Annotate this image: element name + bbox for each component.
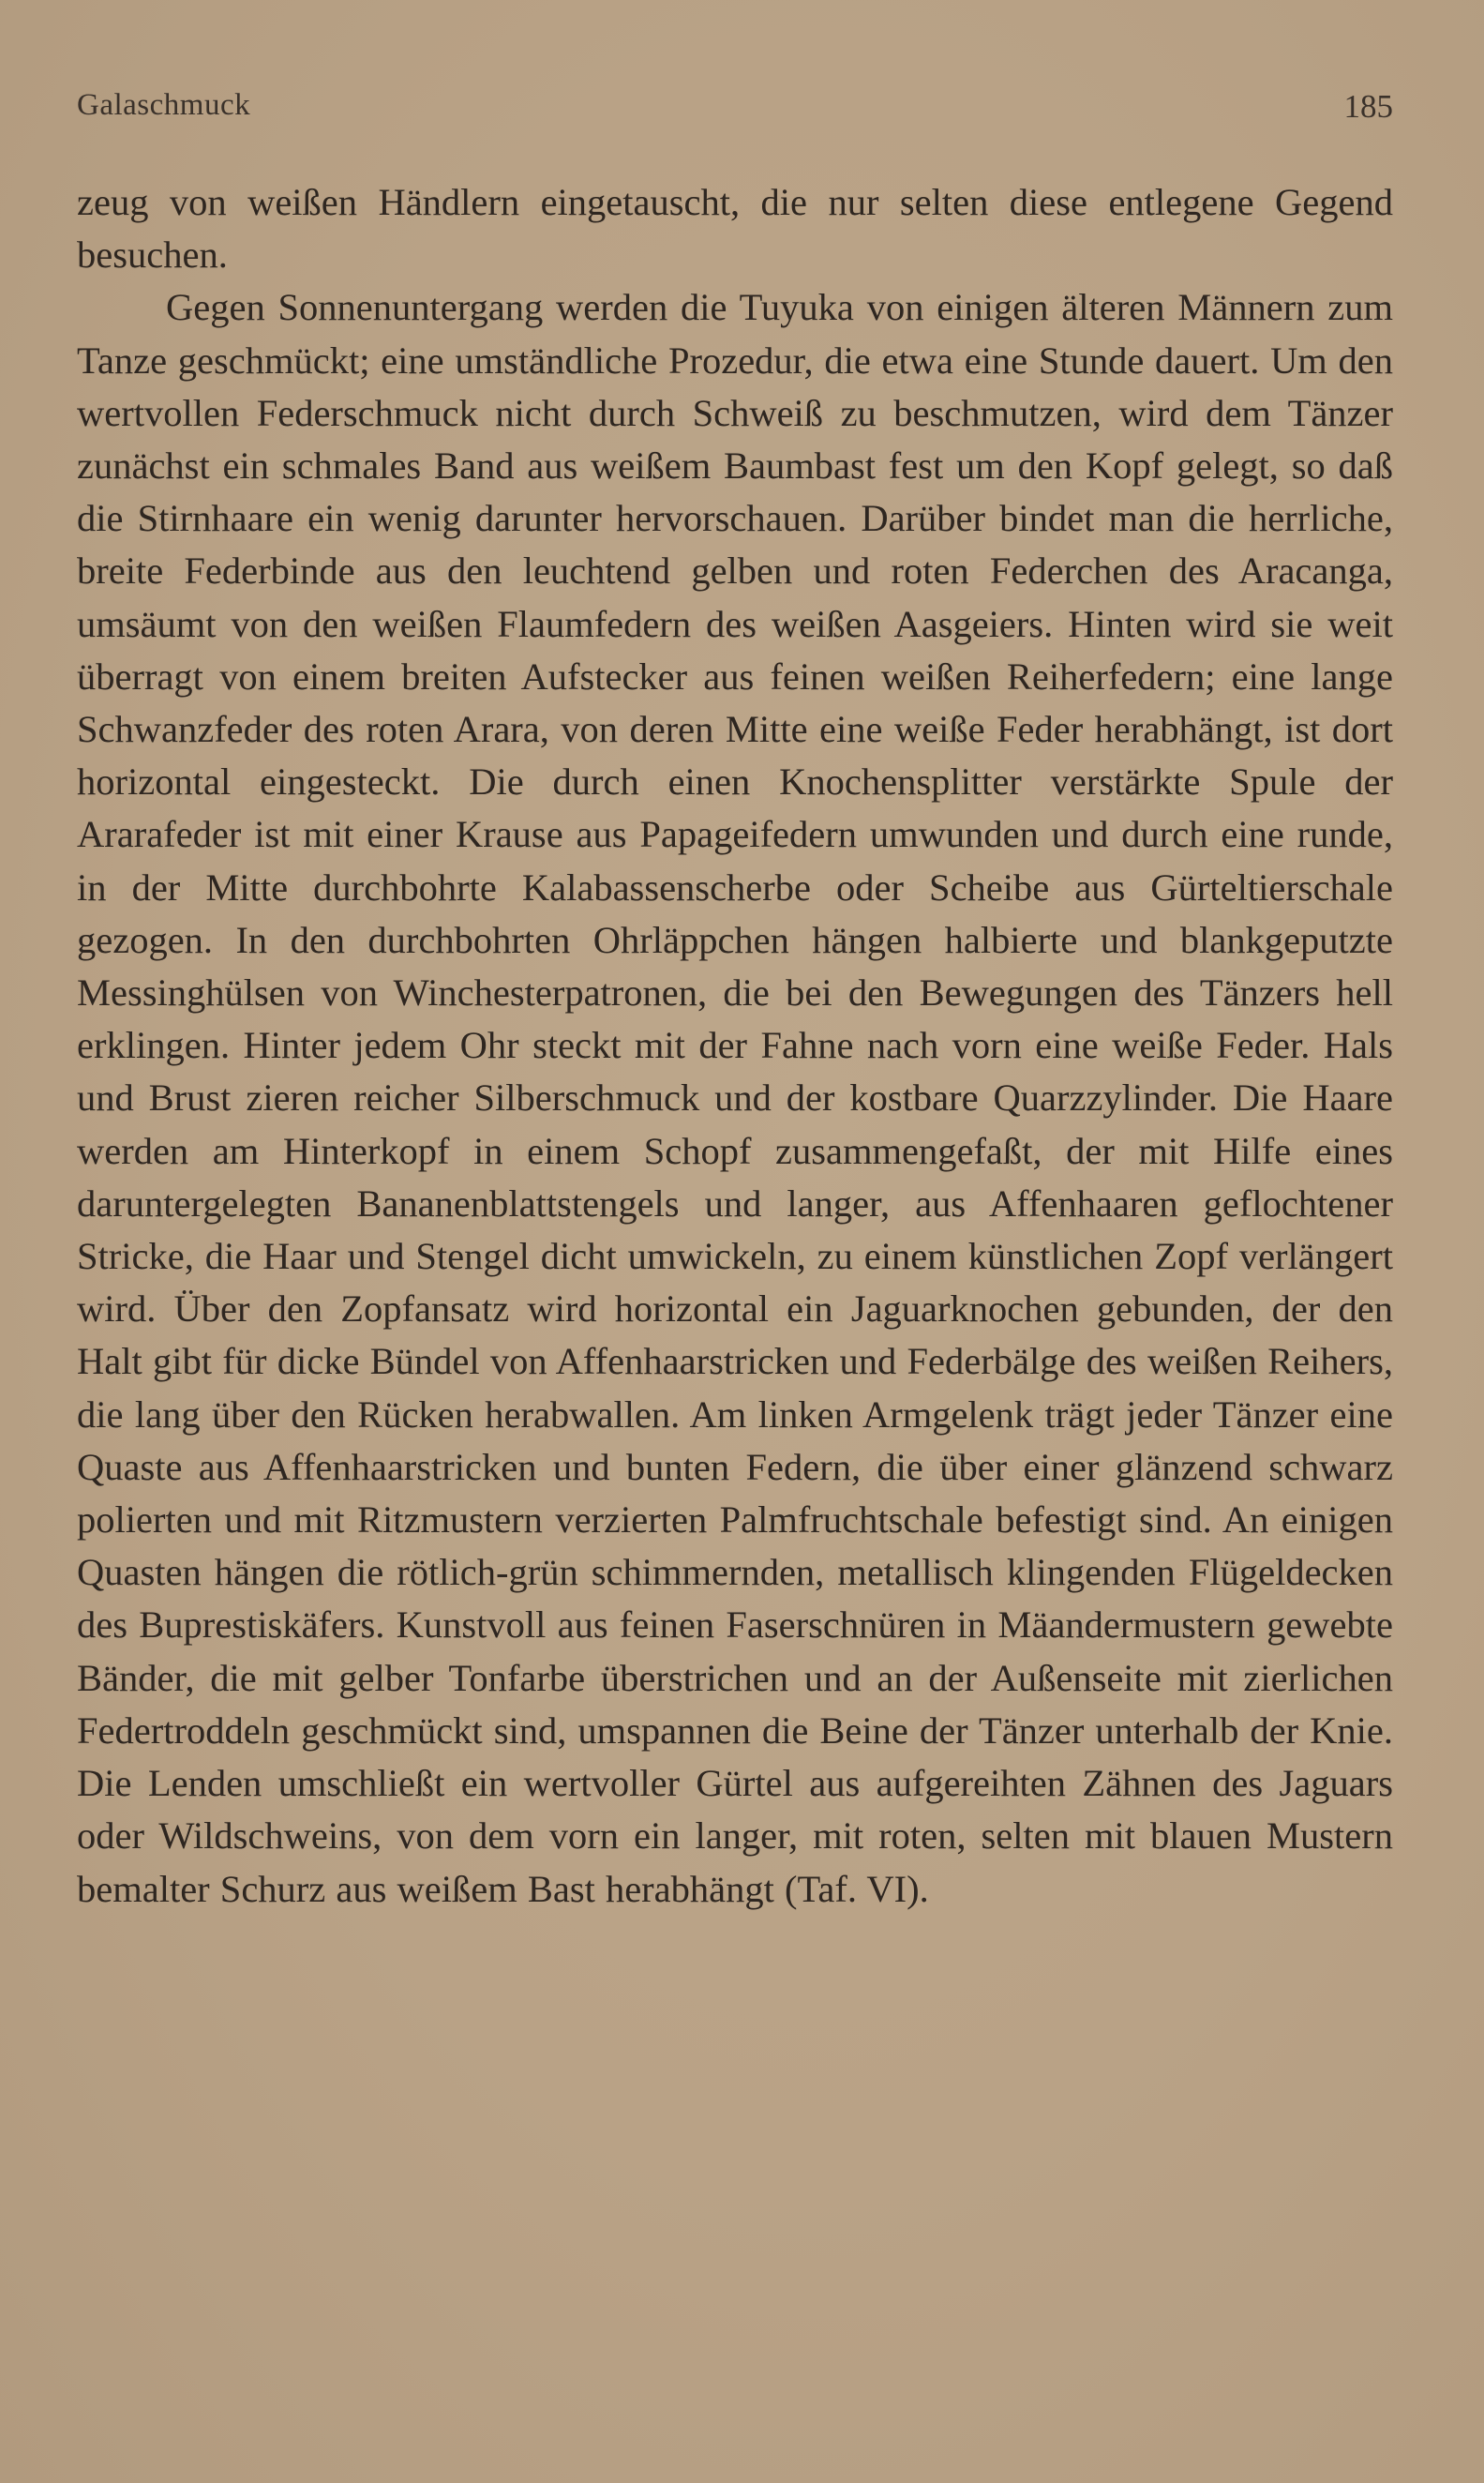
paragraph-continuation: zeug von weißen Händlern eingetauscht, die nur selten diese entlegene Gegend besuchen. [77, 181, 1393, 277]
page-number: 185 [1343, 88, 1393, 125]
page-header [77, 88, 1393, 133]
paragraph-dance-adornment: Gegen Sonnenuntergang werden die Tuyuka von einigen älteren Männern zum Tanze geschmückt; eine umständliche Prozedur, die etwa eine Stunde dauert. Um den wertvollen Federschmuck nicht durch Schweiß zu beschmutzen, wird dem Tänzer zunächst ein schmales Band aus weißem Baumbast fest um den Kopf gelegt, so daß die Stirnhaare ein wenig darunter hervorschauen. Darüber bindet man die herrliche, breite Federbinde aus den leuchtend gelben und roten Federchen des Aracanga, umsäumt von den weißen Flaumfedern des weißen Aasgeiers. Hinten wird sie weit überragt von einem breiten Aufstecker aus feinen weißen Reiherfedern; eine lange Schwanzfeder des roten Arara, von deren Mitte eine weiße Feder herabhängt, ist dort horizontal eingesteckt. Die durch einen Knochensplitter verstärkte Spule der Ararafeder ist mit einer Krause aus Papageifedern umwunden und durch eine runde, in der Mitte durchbohrte Kalabassenscherbe oder Scheibe aus Gürteltierschale gezogen. In den durchbohrten Ohrläppchen hängen halbierte und blankgeputzte Messinghülsen von Winchesterpatronen, die bei den Bewegungen des Tänzers hell erklingen. Hinter jedem Ohr steckt mit der Fahne nach vorn eine weiße Feder. Hals und Brust zieren reicher Silberschmuck und der kostbare Quarzzylinder. Die Haare werden am Hinterkopf in einem Schopf zusammengefaßt, der mit Hilfe eines daruntergelegten Bananenblattstengels und langer, aus Affenhaaren geflochtener Stricke, die Haar und Stengel dicht umwickeln, zu einem künstlichen Zopf verlängert wird. Über den Zopfansatz wird horizontal ein Jaguarknochen gebunden, der den Halt gibt für dicke Bündel von Affenhaarstricken und Federbälge des weißen Reihers, die lang über den Rücken herabwallen. Am linken Armgelenk trägt jeder Tänzer eine Quaste aus Affenhaarstricken und bunten Federn, die über einer glänzend schwarz polierten und mit Ritzmustern verzierten Palmfruchtschale befestigt sind. An einigen Quasten hängen die rötlich-grün schimmernden, metallisch klingenden Flügeldecken des Buprestiskäfers. Kunstvoll aus feinen Faserschnüren in Mäandermustern gewebte Bänder, die mit gelber Tonfarbe überstrichen und an der Außenseite mit zierlichen Federtroddeln geschmückt sind, umspannen die Beine der Tänzer unterhalb der Knie. Die Lenden umschließt ein wertvoller Gürtel aus aufgereihten Zähnen des Jaguars oder Wildschweins, von dem vorn ein langer, mit roten, selten mit blauen Mustern bemalter Schurz aus weißem Bast herabhängt (Taf. VI). [77, 286, 1393, 1910]
body-text [77, 176, 1393, 1916]
running-head: Galaschmuck [77, 88, 251, 122]
